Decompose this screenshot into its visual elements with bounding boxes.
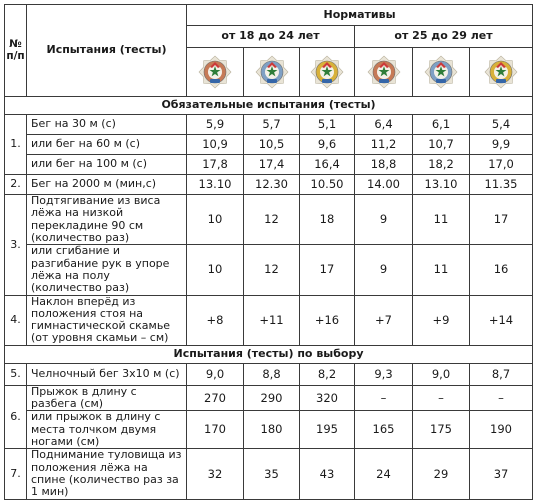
badge-bronze-icon	[367, 55, 401, 89]
value-cell: 5,4	[470, 115, 533, 135]
row-index: 5.	[5, 363, 27, 385]
value-cell: 14.00	[355, 175, 413, 195]
test-name: Прыжок в длину с разбега (см)	[27, 385, 187, 411]
test-name: Бег на 2000 м (мин,с)	[27, 175, 187, 195]
value-cell: –	[470, 385, 533, 411]
value-cell: 17,8	[187, 155, 244, 175]
badge-bronze-icon	[198, 55, 232, 89]
value-cell: 8,2	[300, 363, 355, 385]
value-cell: 9,9	[470, 135, 533, 155]
value-cell: 180	[244, 411, 300, 449]
table-row	[5, 449, 533, 499]
age-group-25-29: от 25 до 29 лет	[355, 26, 533, 48]
norms-table	[4, 4, 533, 500]
value-cell: +16	[300, 295, 355, 345]
table-row	[5, 363, 533, 385]
value-cell: 9,0	[187, 363, 244, 385]
value-cell: 10,5	[244, 135, 300, 155]
table-row	[5, 245, 533, 295]
value-cell: 9	[355, 245, 413, 295]
value-cell: 17,0	[470, 155, 533, 175]
value-cell: 195	[300, 411, 355, 449]
value-cell: 13.10	[413, 175, 470, 195]
value-cell: 9,6	[300, 135, 355, 155]
badge-cell	[187, 48, 244, 97]
value-cell: 190	[470, 411, 533, 449]
value-cell: 35	[244, 449, 300, 499]
badge-gold-icon	[484, 55, 518, 89]
value-cell: 8,7	[470, 363, 533, 385]
value-cell: 10,9	[187, 135, 244, 155]
value-cell: 24	[355, 449, 413, 499]
value-cell: 17	[300, 245, 355, 295]
value-cell: 11	[413, 245, 470, 295]
value-cell: +7	[355, 295, 413, 345]
test-name: Поднимание туловища из положения лёжа на спине (количество раз за 1 мин)	[27, 449, 187, 499]
badge-cell	[244, 48, 300, 97]
row-index: 6.	[5, 385, 27, 449]
value-cell: 5,7	[244, 115, 300, 135]
test-name: или сгибание и разгибание рук в упоре лёжа на полу (количество раз)	[27, 245, 187, 295]
table-row	[5, 115, 533, 135]
value-cell: 11	[413, 195, 470, 245]
value-cell: 9	[355, 195, 413, 245]
value-cell: 10	[187, 245, 244, 295]
value-cell: +9	[413, 295, 470, 345]
row-index: 7.	[5, 449, 27, 499]
row-index: 2.	[5, 175, 27, 195]
value-cell: 16	[470, 245, 533, 295]
section-row-mandatory	[5, 97, 533, 115]
row-index: 1.	[5, 115, 27, 175]
value-cell: 12	[244, 245, 300, 295]
value-cell: 43	[300, 449, 355, 499]
value-cell: 29	[413, 449, 470, 499]
value-cell: –	[355, 385, 413, 411]
test-name: Челночный бег 3х10 м (с)	[27, 363, 187, 385]
header-row-norms	[5, 5, 533, 26]
value-cell: 13.10	[187, 175, 244, 195]
test-name: Бег на 30 м (с)	[27, 115, 187, 135]
test-name: или бег на 100 м (с)	[27, 155, 187, 175]
value-cell: 16,4	[300, 155, 355, 175]
value-cell: 165	[355, 411, 413, 449]
value-cell: 17	[470, 195, 533, 245]
value-cell: 9,3	[355, 363, 413, 385]
value-cell: 10,7	[413, 135, 470, 155]
value-cell: +11	[244, 295, 300, 345]
value-cell: 11.35	[470, 175, 533, 195]
index-header: № п/п	[5, 5, 27, 97]
norms-header: Нормативы	[187, 5, 533, 26]
value-cell: +14	[470, 295, 533, 345]
value-cell: 8,8	[244, 363, 300, 385]
value-cell: 18,8	[355, 155, 413, 175]
badge-silver-icon	[255, 55, 289, 89]
value-cell: 32	[187, 449, 244, 499]
value-cell: 9,0	[413, 363, 470, 385]
badge-cell	[470, 48, 533, 97]
test-name: или прыжок в длину с места толчком двумя ногами (см)	[27, 411, 187, 449]
value-cell: 170	[187, 411, 244, 449]
value-cell: 175	[413, 411, 470, 449]
section-title-mandatory: Обязательные испытания (тесты)	[5, 97, 533, 115]
table-row	[5, 155, 533, 175]
table-row	[5, 385, 533, 411]
value-cell: 320	[300, 385, 355, 411]
badge-cell	[300, 48, 355, 97]
table-row	[5, 195, 533, 245]
table-row	[5, 135, 533, 155]
row-index: 4.	[5, 295, 27, 345]
value-cell: +8	[187, 295, 244, 345]
value-cell: 10	[187, 195, 244, 245]
value-cell: 6,4	[355, 115, 413, 135]
table-row	[5, 295, 533, 345]
value-cell: 6,1	[413, 115, 470, 135]
table-row	[5, 175, 533, 195]
value-cell: 5,9	[187, 115, 244, 135]
value-cell: 270	[187, 385, 244, 411]
value-cell: 12.30	[244, 175, 300, 195]
badge-silver-icon	[424, 55, 458, 89]
table-row	[5, 411, 533, 449]
value-cell: 18,2	[413, 155, 470, 175]
value-cell: 290	[244, 385, 300, 411]
test-name: или бег на 60 м (с)	[27, 135, 187, 155]
badge-gold-icon	[310, 55, 344, 89]
section-row-optional	[5, 345, 533, 363]
value-cell: 17,4	[244, 155, 300, 175]
row-index: 3.	[5, 195, 27, 296]
value-cell: –	[413, 385, 470, 411]
section-title-optional: Испытания (тесты) по выбору	[5, 345, 533, 363]
value-cell: 10.50	[300, 175, 355, 195]
value-cell: 5,1	[300, 115, 355, 135]
value-cell: 18	[300, 195, 355, 245]
tests-header: Испытания (тесты)	[27, 5, 187, 97]
test-name: Наклон вперёд из положения стоя на гимнастической скамье (от уровня скамьи – см)	[27, 295, 187, 345]
badge-cell	[355, 48, 413, 97]
value-cell: 12	[244, 195, 300, 245]
age-group-18-24: от 18 до 24 лет	[187, 26, 355, 48]
value-cell: 37	[470, 449, 533, 499]
badge-cell	[413, 48, 470, 97]
test-name: Подтягивание из виса лёжа на низкой перекладине 90 см (количество раз)	[27, 195, 187, 245]
value-cell: 11,2	[355, 135, 413, 155]
